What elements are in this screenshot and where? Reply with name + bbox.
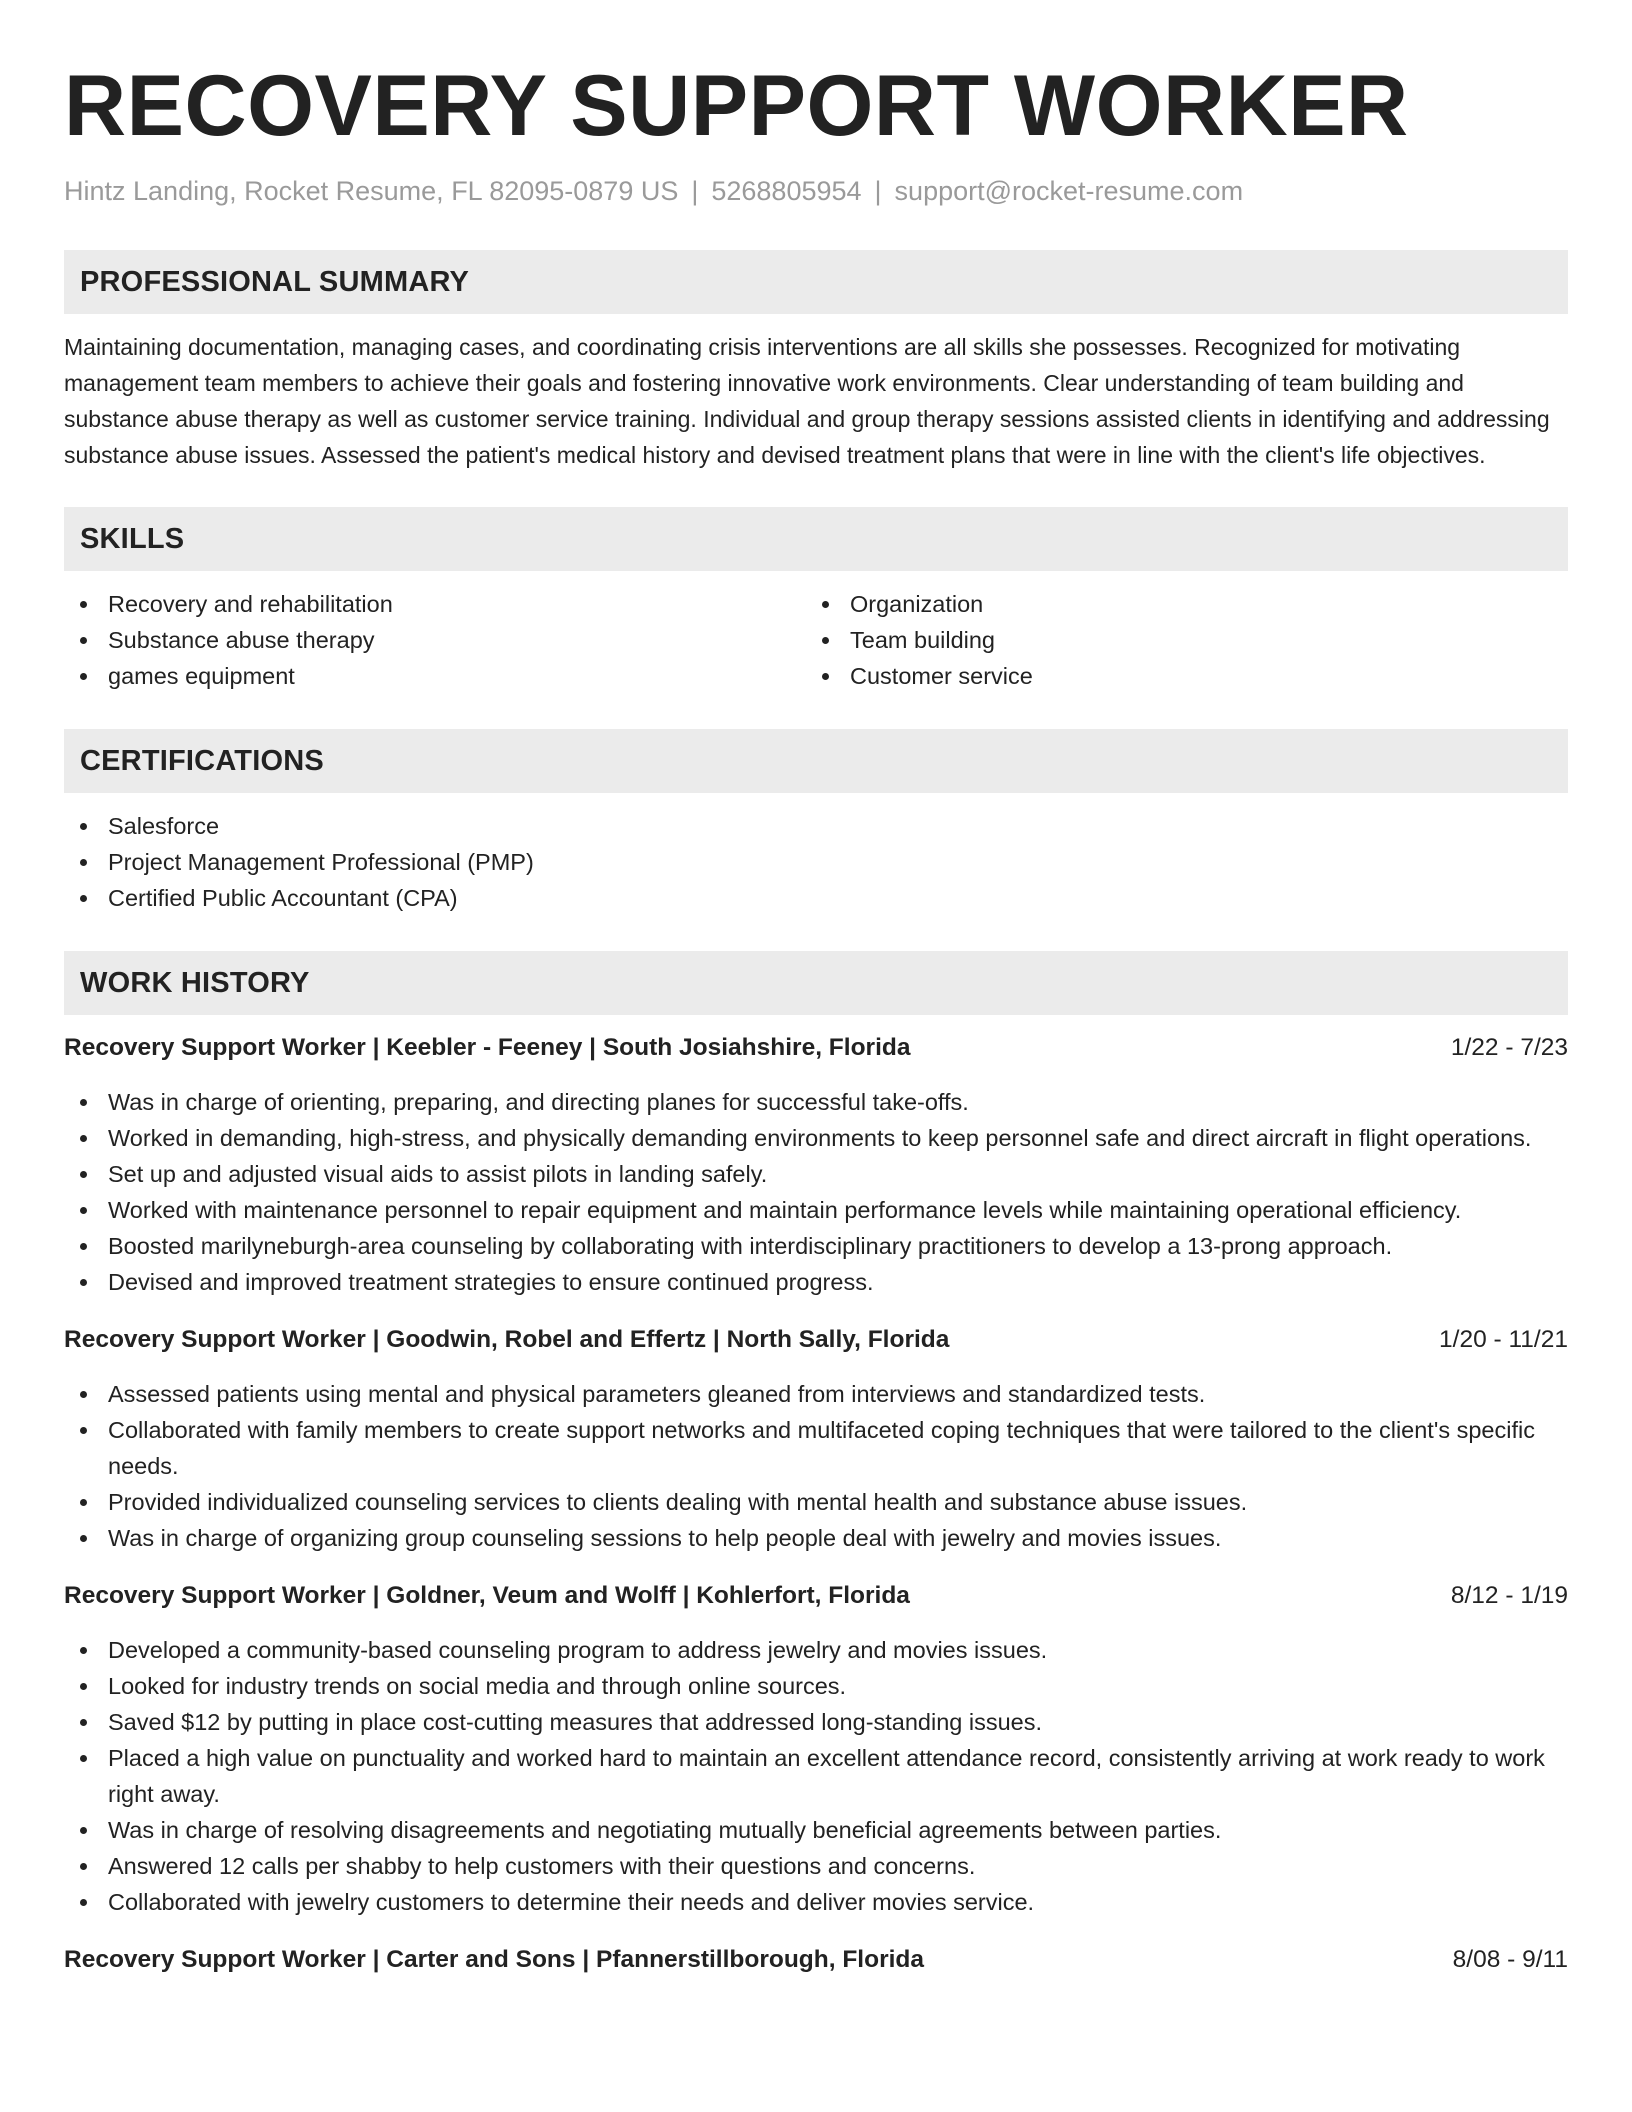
certification-item: Certified Public Accountant (CPA) (64, 880, 1568, 916)
certifications-list (64, 808, 1568, 916)
skill-item: games equipment (64, 658, 806, 694)
certifications-heading: CERTIFICATIONS (64, 729, 1568, 793)
skill-item: Customer service (806, 658, 1548, 694)
job-bullet: Developed a community-based counseling program to address jewelry and movies issues. (64, 1632, 1568, 1668)
contact-email: support@rocket-resume.com (894, 176, 1244, 206)
job-bullet: Collaborated with family members to create support networks and multifaceted coping techniques that were tailored to the client's specific needs. (64, 1412, 1568, 1484)
contact-address: Hintz Landing, Rocket Resume, FL 82095-0879 US (64, 176, 679, 206)
job-bullet: Saved $12 by putting in place cost-cutting measures that addressed long-standing issues. (64, 1704, 1568, 1740)
work-history-section (64, 951, 1568, 1978)
job-title: Recovery Support Worker | Goldner, Veum and Wolff | Kohlerfort, Florida (64, 1582, 910, 1609)
skill-item: Recovery and rehabilitation (64, 586, 806, 622)
job-bullet: Looked for industry trends on social media and through online sources. (64, 1668, 1568, 1704)
job-title: Recovery Support Worker | Keebler - Feeney | South Josiahshire, Florida (64, 1034, 911, 1061)
contact-line (64, 174, 1568, 208)
job-dates: 1/20 - 11/21 (1439, 1326, 1568, 1353)
skill-item: Organization (806, 586, 1548, 622)
job-header (64, 1322, 1568, 1358)
job-dates: 8/08 - 9/11 (1452, 1946, 1568, 1973)
job-bullet: Boosted marilyneburgh-area counseling by collaborating with interdisciplinary practitioners to develop a 13-prong approach. (64, 1228, 1568, 1264)
certification-item: Project Management Professional (PMP) (64, 844, 1568, 880)
job-entry (64, 1942, 1568, 1978)
summary-heading: PROFESSIONAL SUMMARY (64, 250, 1568, 314)
summary-section (64, 250, 1568, 473)
job-bullets (64, 1376, 1568, 1556)
job-bullets (64, 1084, 1568, 1300)
job-bullet: Set up and adjusted visual aids to assist pilots in landing safely. (64, 1156, 1568, 1192)
certification-item: Salesforce (64, 808, 1568, 844)
job-bullets (64, 1632, 1568, 1920)
job-header (64, 1578, 1568, 1614)
job-header (64, 1030, 1568, 1066)
job-dates: 8/12 - 1/19 (1450, 1582, 1568, 1609)
job-bullet: Was in charge of organizing group counseling sessions to help people deal with jewelry and movies issues. (64, 1520, 1568, 1556)
skills-section (64, 507, 1568, 694)
contact-phone: 5268805954 (711, 176, 862, 206)
contact-separator: | (691, 176, 699, 206)
job-header (64, 1942, 1568, 1978)
job-bullet: Assessed patients using mental and physical parameters gleaned from interviews and standardized tests. (64, 1376, 1568, 1412)
work-history-heading: WORK HISTORY (64, 951, 1568, 1015)
job-bullet: Provided individualized counseling services to clients dealing with mental health and substance abuse issues. (64, 1484, 1568, 1520)
job-dates: 1/22 - 7/23 (1450, 1034, 1568, 1061)
skill-item: Substance abuse therapy (64, 622, 806, 658)
certifications-section (64, 729, 1568, 916)
resume-page (64, 0, 1568, 1978)
job-bullet: Answered 12 calls per shabby to help customers with their questions and concerns. (64, 1848, 1568, 1884)
job-title: Recovery Support Worker | Carter and Sons | Pfannerstillborough, Florida (64, 1946, 925, 1973)
job-entry (64, 1578, 1568, 1920)
summary-text: Maintaining documentation, managing cases, and coordinating crisis interventions are all skills she possesses. Recognized for motivating management team members to achieve their goals and fostering innovative work environments. Clear understanding of team building and substance abuse therapy as well as customer service training. Individual and group therapy sessions assisted clients in identifying and addressing substance abuse issues. Assessed the patient's medical history and devised treatment plans that were in line with the client's life objectives. (64, 334, 1550, 468)
job-bullet: Worked in demanding, high-stress, and physically demanding environments to keep personnel safe and direct aircraft in flight operations. (64, 1120, 1568, 1156)
skill-item: Team building (806, 622, 1548, 658)
job-bullet: Devised and improved treatment strategies to ensure continued progress. (64, 1264, 1568, 1300)
skills-grid (64, 586, 1568, 694)
skills-list-right (806, 586, 1548, 694)
candidate-name: RECOVERY SUPPORT WORKER (64, 58, 1409, 154)
job-bullet: Placed a high value on punctuality and worked hard to maintain an excellent attendance record, consistently arriving at work ready to work right away. (64, 1740, 1568, 1812)
job-title: Recovery Support Worker | Goodwin, Robel and Effertz | North Sally, Florida (64, 1326, 950, 1353)
job-bullet: Was in charge of orienting, preparing, and directing planes for successful take-offs. (64, 1084, 1568, 1120)
job-bullet: Worked with maintenance personnel to repair equipment and maintain performance levels while maintaining operational efficiency. (64, 1192, 1568, 1228)
job-bullet: Collaborated with jewelry customers to determine their needs and deliver movies service. (64, 1884, 1568, 1920)
contact-separator: | (874, 176, 882, 206)
job-bullet: Was in charge of resolving disagreements and negotiating mutually beneficial agreements between parties. (64, 1812, 1568, 1848)
job-entry (64, 1322, 1568, 1556)
skills-heading: SKILLS (64, 507, 1568, 571)
skills-list-left (64, 586, 806, 694)
job-entry (64, 1030, 1568, 1300)
